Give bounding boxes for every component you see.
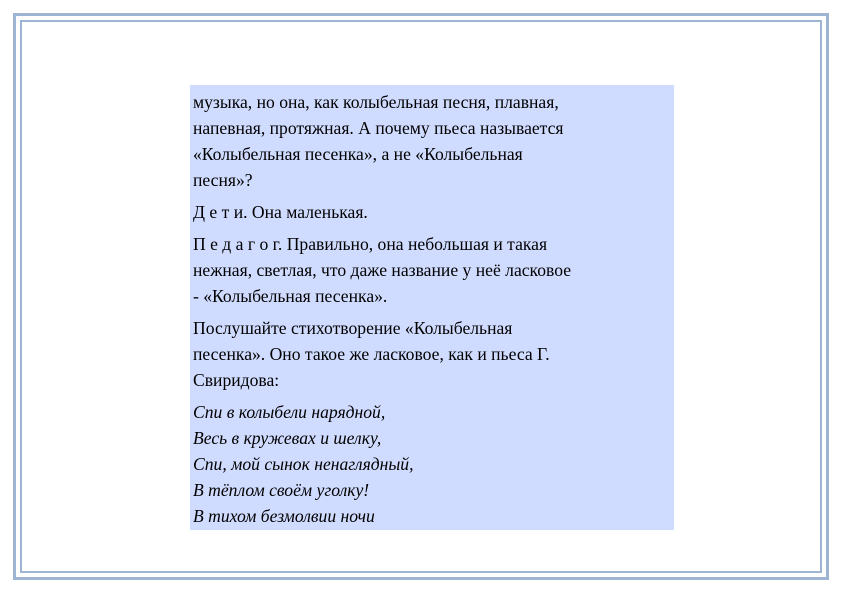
- text-line: Д е т и. Она маленькая.: [193, 202, 368, 222]
- text-line: П е д а г о г. Правильно, она небольшая и такая: [193, 234, 548, 254]
- text-line: - «Колыбельная песенка».: [193, 286, 388, 306]
- paragraph-poem-intro: [193, 315, 672, 393]
- paragraph-intro: [193, 89, 672, 193]
- poem-line: Спи в колыбели нарядной,: [193, 402, 386, 422]
- poem-line: Весь в кружевах и шелку,: [193, 428, 382, 448]
- poem-line: В тихом безмолвии ночи: [193, 506, 375, 526]
- text-line: «Колыбельная песенка», а не «Колыбельная: [193, 144, 523, 164]
- text-line: песня»?: [193, 170, 253, 190]
- text-line: Послушайте стихотворение «Колыбельная: [193, 318, 513, 338]
- paragraph-children-answer: [193, 199, 672, 225]
- text-line: напевная, протяжная. А почему пьеса называется: [193, 118, 564, 138]
- text-line: нежная, светлая, что даже название у неё ласковое: [193, 260, 572, 280]
- text-line: песенка». Оно такое же ласковое, как и пьеса Г.: [193, 344, 550, 364]
- poem-line: Спи, мой сынок ненаглядный,: [193, 454, 414, 474]
- text-line: Свиридова:: [193, 370, 280, 390]
- text-line: музыка, но она, как колыбельная песня, плавная,: [193, 92, 559, 112]
- text-box: [190, 85, 674, 530]
- poem: [193, 399, 672, 529]
- poem-line: В тёплом своём уголку!: [193, 480, 370, 500]
- paragraph-teacher-reply: [193, 231, 672, 309]
